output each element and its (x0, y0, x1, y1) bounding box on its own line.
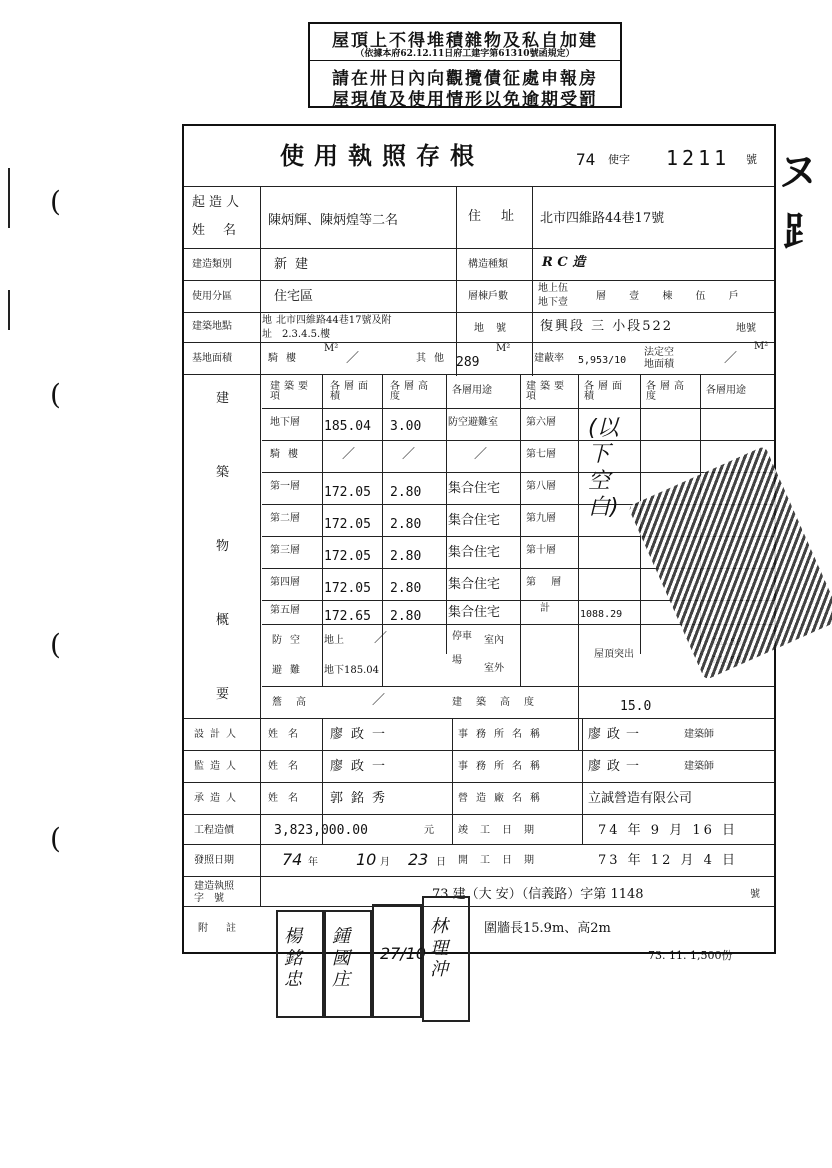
edge-mark: ⻊ (782, 208, 822, 255)
contractor-name-label: 姓名 (268, 793, 308, 804)
supervisor-office-suffix: 建築師 (684, 761, 714, 772)
eaves-value: ／ (372, 693, 386, 708)
location-address-2: 2.3.4.5.樓 (282, 329, 331, 340)
building-height-label: 建築高度 (452, 697, 548, 708)
location-address-1: 北市四維路44巷17號及附 (276, 315, 392, 326)
notice-line-1: 屋頂上不得堆積雜物及私自加建 (332, 31, 598, 51)
designer-label: 設計人 (194, 729, 242, 740)
seal-text: 鍾國庄 (332, 926, 350, 991)
unit-label: M² (496, 343, 511, 354)
floor-use: 集合住宅 (448, 481, 501, 496)
floor-use: 集合住宅 (448, 605, 501, 620)
floor-height: 2.80 (390, 581, 422, 596)
floors-count-value: 層 壹 棟 伍 戶 (596, 291, 749, 302)
issue-day: 23 (408, 850, 429, 869)
floor-area: 172.05 (324, 549, 371, 564)
permit-year: 74 (576, 150, 596, 169)
arcade-area: ／ (346, 351, 360, 366)
issue-year-unit: 年 (308, 857, 318, 868)
roof-projection-label: 屋頂突出 (594, 649, 634, 660)
issue-year: 74 (282, 850, 303, 869)
top-notice-stamp (308, 22, 622, 108)
document-title: 使用執照存根 (280, 141, 484, 170)
floor-name-right: 計 (540, 603, 550, 614)
floors-header-item-right: 建築要項 (526, 381, 568, 402)
floor-use: 集合住宅 (448, 545, 501, 560)
floors-header-use: 各層用途 (452, 385, 492, 396)
permit-no-label-2: 字號 (194, 893, 234, 904)
parking-label-2: 場 (452, 655, 462, 666)
side-label-char: 要 (216, 687, 230, 702)
floor-area: 172.05 (324, 581, 371, 596)
lot-suffix: 地號 (736, 323, 756, 334)
issue-label: 發照日期 (194, 855, 234, 866)
supervisor-name: 廖政一 (330, 759, 394, 774)
punch-hole-mark: ( (50, 628, 61, 661)
contractor-name: 郭銘秀 (330, 791, 394, 806)
location-label: 建築地點 (192, 321, 232, 332)
location-tag-2: 址 (262, 329, 272, 340)
floors-header-area: 各層面積 (330, 381, 372, 402)
unit-label: M² (324, 343, 339, 354)
zoning-value: 住宅區 (274, 289, 314, 304)
floor-name-right: 第六層 (526, 417, 556, 428)
shelter-above-value: ／ (374, 631, 388, 646)
issue-month: 10 (356, 850, 377, 869)
notice-line-2: （依據本府62.12.11日府工建字第61310號函規定） (355, 49, 575, 59)
floor-name-right: 第七層 (526, 449, 556, 460)
floor-name-right: 第 層 (526, 577, 568, 588)
floor-name-right: 第十層 (526, 545, 556, 556)
floor-height: ／ (402, 447, 416, 462)
edge-mark: ヌ (778, 148, 818, 195)
builder-label-1: 起造人 (192, 195, 244, 210)
floors-below: 地下壹 (538, 297, 568, 308)
arcade-label: 騎樓 (268, 353, 304, 364)
other-label: 其他 (416, 353, 452, 364)
contractor-firm: 立誠營造有限公司 (588, 791, 693, 806)
structure-type: R C 造 (542, 255, 586, 270)
builder-address: 北市四維路44巷17號 (540, 211, 665, 226)
floor-area: ／ (342, 447, 356, 462)
cost-value: 3,823,000.00 (274, 823, 368, 838)
floors-header-height-right: 各層高度 (646, 381, 688, 402)
floor-name: 第三層 (270, 545, 300, 556)
zoning-label: 使用分區 (192, 291, 232, 302)
permit-no-label-1: 建造執照 (194, 881, 234, 892)
seal-text: 27/10 (380, 944, 427, 963)
scan-mark (8, 290, 10, 330)
floors-header-height: 各層高度 (390, 381, 432, 402)
shelter-label-1: 防空 (272, 635, 308, 646)
supervisor-office-label: 事務所名稱 (458, 761, 548, 772)
floor-name-right: 第九層 (526, 513, 556, 524)
remarks-label: 附註 (198, 923, 254, 934)
floor-use: ／ (474, 447, 488, 462)
parking-label-1: 停車 (452, 631, 472, 642)
seal-text: 林理沖 (430, 916, 448, 981)
side-label-char: 物 (216, 539, 230, 554)
side-label-char: 築 (216, 465, 230, 480)
open-space-area: ／ (724, 351, 738, 366)
floor-name: 地下層 (270, 417, 300, 428)
designer-office-label: 事務所名稱 (458, 729, 548, 740)
contractor-label: 承造人 (194, 793, 242, 804)
total-area: 1088.29 (580, 609, 623, 620)
shelter-label-2: 避難 (272, 665, 308, 676)
floor-use: 集合住宅 (448, 513, 501, 528)
side-label-char: 概 (216, 613, 230, 628)
unit-label: M² (754, 341, 769, 352)
official-seal (372, 904, 427, 1018)
designer-name-label: 姓名 (268, 729, 308, 740)
construction-type: 新建 (274, 257, 317, 272)
issue-day-unit: 日 (436, 857, 446, 868)
shelter-above-label: 地上 (324, 635, 344, 646)
official-seal (422, 896, 470, 1022)
floor-height: 2.80 (390, 517, 422, 532)
start-date: 73 年 12 月 4 日 (598, 853, 739, 868)
supervisor-name-label: 姓名 (268, 761, 308, 772)
builder-name: 陳炳輝、陳炳煌等二名 (268, 213, 399, 228)
parking-indoor: 室內 (484, 635, 504, 646)
designer-office: 廖政一 (588, 727, 646, 742)
seal-text: 楊銘忠 (284, 926, 302, 991)
floor-height: 2.80 (390, 609, 422, 624)
punch-hole-mark: ( (50, 822, 61, 855)
floor-name: 第一層 (270, 481, 300, 492)
lot-value: 復興段 三 小段522 (540, 319, 674, 334)
permit-number: 1211 (666, 146, 731, 170)
floor-use: 防空避難室 (448, 417, 498, 428)
eaves-label: 簷高 (272, 697, 320, 708)
print-code: 73. 11. 1,500份 (648, 949, 733, 962)
floor-name-right: 第八層 (526, 481, 556, 492)
scan-mark (8, 168, 10, 228)
cost-label: 工程造價 (194, 825, 234, 836)
start-label: 開工日期 (458, 855, 546, 866)
floors-header-item: 建築要項 (270, 381, 312, 402)
structure-label: 構造種類 (468, 259, 508, 270)
punch-hole-mark: ( (50, 185, 61, 218)
floors-header-use-right: 各層用途 (706, 385, 746, 396)
lot-label: 地號 (474, 323, 518, 334)
open-space-label-1: 法定空 (644, 347, 674, 358)
floor-area: 172.05 (324, 517, 371, 532)
building-permit-number: 73 建（大 安）（信義路）字第 1148 (432, 887, 644, 902)
floor-use: 集合住宅 (448, 577, 501, 592)
designer-name: 廖政一 (330, 727, 394, 742)
floors-count-label: 層棟戶數 (468, 291, 508, 302)
contractor-firm-label: 營造廠名稱 (458, 793, 548, 804)
other-area: 289 (456, 355, 480, 370)
coverage-label: 建蔽率 (534, 353, 564, 364)
parking-outdoor: 室外 (484, 663, 504, 674)
notice-line-3: 請在卅日內向觀攬債征處申報房 (332, 69, 598, 89)
floor-area: 172.65 (324, 609, 371, 624)
official-seal (276, 910, 324, 1018)
permit-word: 使字 (608, 153, 630, 166)
remarks-value: 圍牆長15.9m、高2m (484, 921, 611, 936)
blank-below-note: (以下空白) (588, 416, 619, 521)
official-seal (324, 910, 372, 1018)
site-area-label: 基地面積 (192, 353, 232, 364)
floor-area: 172.05 (324, 485, 371, 500)
floors-above: 地上伍 (538, 283, 568, 294)
floor-name: 第五層 (270, 605, 300, 616)
floor-height: 2.80 (390, 485, 422, 500)
open-space-label-2: 地面積 (644, 359, 674, 370)
punch-hole-mark: ( (50, 378, 61, 411)
supervisor-office: 廖政一 (588, 759, 646, 774)
permit-suffix: 號 (746, 153, 757, 166)
issue-month-unit: 月 (380, 857, 390, 868)
floor-name: 第四層 (270, 577, 300, 588)
floor-area: 185.04 (324, 419, 371, 434)
designer-office-suffix: 建築師 (684, 729, 714, 740)
builder-address-label: 住址 (468, 209, 535, 224)
supervisor-label: 監造人 (194, 761, 242, 772)
shelter-below: 地下185.04 (324, 665, 379, 676)
building-height: 15.0 (620, 699, 652, 714)
floor-name: 第二層 (270, 513, 300, 524)
completion-label: 竣工日期 (458, 825, 546, 836)
floors-header-area-right: 各層面積 (584, 381, 626, 402)
notice-line-4: 屋現值及使用情形以免逾期受罰 (332, 90, 598, 110)
coverage-value: 5,953/10 (578, 355, 627, 366)
builder-label-2: 姓名 (192, 223, 255, 238)
floor-height: 2.80 (390, 549, 422, 564)
building-permit-suffix: 號 (750, 889, 760, 900)
completion-date: 74 年 9 月 16 日 (598, 823, 739, 838)
side-label-char: 建 (216, 391, 230, 406)
floor-height: 3.00 (390, 419, 422, 434)
location-tag-1: 地 (262, 315, 272, 326)
floor-name: 騎樓 (270, 449, 306, 460)
cost-unit: 元 (424, 825, 434, 836)
construction-type-label: 建造類別 (192, 259, 232, 270)
